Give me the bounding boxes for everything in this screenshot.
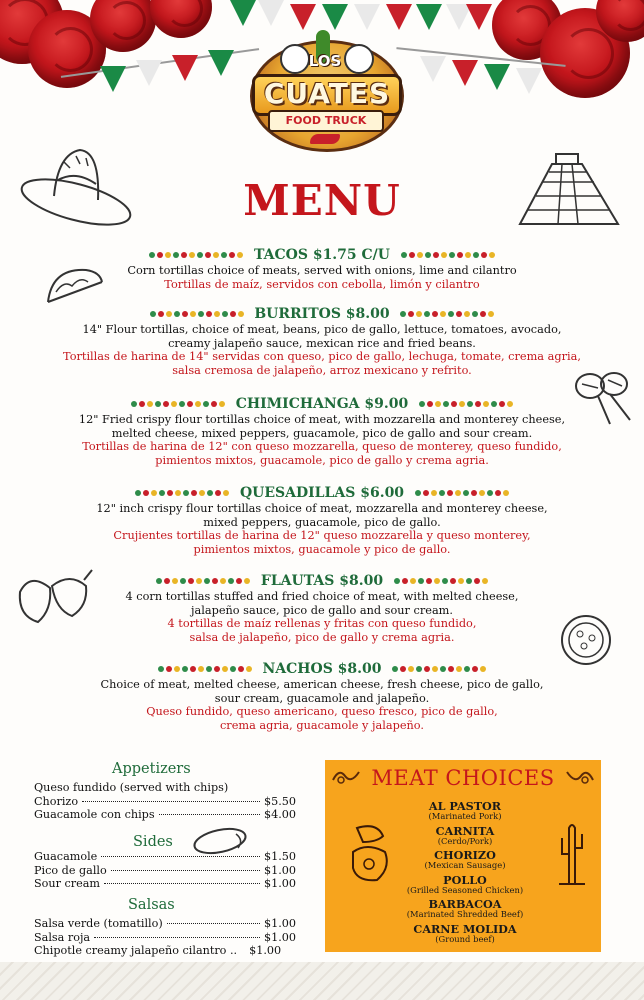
description-spanish: Crujientes tortillas de harina de 12" queso mozzarella y queso monterey, xyxy=(113,529,531,542)
dot-leader xyxy=(94,937,260,938)
meat-name: CARNITA xyxy=(435,823,495,838)
description-english: mixed peppers, guacamole, pico de gallo. xyxy=(203,515,441,529)
bunting-flag xyxy=(420,56,446,82)
bottom-pattern-border xyxy=(0,962,644,1000)
description-english: 12" inch crispy flour tortillas choice of meat, mozzarella and monterey cheese, xyxy=(96,502,548,515)
meat-name: AL PASTOR xyxy=(428,799,502,813)
section-heading-text: NACHOS $8.00 xyxy=(262,661,382,677)
menu-section-flautas xyxy=(40,572,604,644)
description-spanish: Tortillas de maíz, servidos con cebolla, limón y cilantro xyxy=(164,277,480,291)
list-item xyxy=(34,877,296,891)
menu-section-nachos xyxy=(40,660,604,732)
description-spanish: crema agria, guacamole y jalapeño. xyxy=(219,718,424,732)
section-heading xyxy=(40,660,604,678)
meat-choices-list xyxy=(395,800,535,947)
description-english: Corn tortillas choice of meats, served with onions, lime and cilantro xyxy=(127,264,517,277)
appetizers-list xyxy=(34,781,296,822)
dot-leader xyxy=(167,923,260,924)
list-item xyxy=(34,864,296,878)
item-price: $4.00 xyxy=(263,808,296,822)
dot-ornament xyxy=(399,305,495,323)
meat-description: (Marinated Shredded Beef) xyxy=(406,909,524,919)
dot-leader xyxy=(101,856,260,857)
item-name: Chorizo xyxy=(34,794,79,808)
meat-description: (Marinated Pork) xyxy=(428,811,502,821)
menu-section-burritos xyxy=(40,305,604,377)
dot-ornament xyxy=(155,572,251,590)
logo-los-text: LOS xyxy=(308,52,342,70)
dot-leader xyxy=(111,870,260,871)
sides-heading: Sides xyxy=(133,834,173,850)
salsas-list xyxy=(34,917,296,958)
section-heading xyxy=(40,305,604,323)
dot-ornament xyxy=(414,484,510,502)
dot-ornament xyxy=(134,484,230,502)
section-heading-text: QUESADILLAS $6.00 xyxy=(239,485,405,501)
item-name: Guacamole xyxy=(34,850,98,863)
item-price: $1.00 xyxy=(263,863,296,877)
bunting-flag xyxy=(484,64,510,90)
list-item xyxy=(34,795,296,809)
dot-leader xyxy=(104,883,260,884)
item-name: Chipotle creamy jalapeño cilantro .. xyxy=(34,944,238,958)
description-english: 14" Flour tortillas, choice of meat, beans, pico de gallo, lettuce, tomatoes, avocado, xyxy=(82,323,562,336)
section-heading xyxy=(40,395,604,413)
meat-name: BARBACOA xyxy=(428,897,502,911)
dot-ornament xyxy=(393,572,489,590)
bunting-flag xyxy=(230,0,256,26)
bunting-flag xyxy=(354,4,380,30)
section-heading xyxy=(40,484,604,502)
menu-title: MENU xyxy=(243,176,401,225)
bunting-flag xyxy=(136,60,162,86)
logo-cuates-text: CUATES xyxy=(252,74,402,116)
salsas-heading: Salsas xyxy=(128,897,175,913)
dot-leader xyxy=(82,801,260,802)
item-name: Guacamole con chips xyxy=(34,808,155,822)
dot-leader xyxy=(159,814,260,815)
item-price: $1.00 xyxy=(263,877,296,891)
section-heading xyxy=(40,572,604,590)
bunting-flag xyxy=(516,68,542,94)
los-cuates-logo xyxy=(240,30,408,152)
section-heading-text: CHIMICHANGA $9.00 xyxy=(235,396,409,412)
description-english: 12" Fried crispy flour tortillas choice of meat, with mozzarella and monterey cheese, xyxy=(78,413,566,426)
description-spanish: salsa cremosa de jalapeño, arroz mexicano y refrito. xyxy=(172,363,472,377)
rose-icon xyxy=(150,0,212,38)
description-spanish: 4 tortillas de maíz rellenas y fritas con queso fundido, xyxy=(167,617,477,630)
bunting-flag xyxy=(416,4,442,30)
bunting-flag xyxy=(466,4,492,30)
meat-choices-box xyxy=(325,760,601,952)
description-spanish: pimientos mixtos, guacamole y pico de gallo. xyxy=(193,542,451,556)
meat-description: (Ground beef) xyxy=(435,933,495,944)
description-english: Choice of meat, melted cheese, american cheese, fresh cheese, pico de gallo, xyxy=(100,678,544,691)
menu-section-chimichanga xyxy=(40,395,604,467)
dot-ornament xyxy=(400,246,496,264)
item-price: $1.00 xyxy=(263,917,296,930)
bunting-flag xyxy=(322,4,348,30)
item-name: Salsa verde (tomatillo) xyxy=(34,917,163,930)
item-price: $1.50 xyxy=(263,850,296,863)
cactus-icon xyxy=(557,820,587,886)
bunting-flag xyxy=(386,4,412,30)
section-heading xyxy=(40,246,604,264)
bunting-flag xyxy=(208,50,234,76)
description-spanish: Queso fundido, queso americano, queso fresco, pico de gallo, xyxy=(146,705,498,718)
description-spanish: Tortillas de harina de 14" servidas con queso, pico de gallo, lechuga, tomate, crema agria, xyxy=(63,350,581,363)
appetizer-intro: Queso fundido (served with chips) xyxy=(34,781,229,794)
meat-choices-heading: MEAT CHOICES xyxy=(371,766,555,790)
bunting-flag xyxy=(258,0,284,26)
meat-name: CHORIZO xyxy=(434,848,496,862)
meat-description: (Mexican Sausage) xyxy=(424,860,506,870)
bunting-flag xyxy=(172,55,198,81)
item-name: Salsa roja xyxy=(34,930,91,944)
section-heading-text: TACOS $1.75 C/U xyxy=(253,247,390,263)
item-price: $1.00 xyxy=(249,944,282,958)
list-item xyxy=(34,808,296,822)
description-english: 4 corn tortillas stuffed and fried choice of meat, with melted cheese, xyxy=(125,590,519,603)
section-heading-text: BURRITOS $8.00 xyxy=(254,306,390,322)
item-price: $5.50 xyxy=(263,794,296,808)
meat-description: (Grilled Seasoned Chicken) xyxy=(406,884,524,895)
dot-ornament xyxy=(157,660,253,678)
meat-name: CARNE MOLIDA xyxy=(413,921,517,936)
description-spanish: Tortillas de harina de 12" con queso mozzarella, queso de monterey, queso fundido, xyxy=(82,440,562,453)
description-spanish: pimientos mixtos, guacamole, pico de gallo y crema agria. xyxy=(155,453,489,467)
description-english: jalapeño sauce, pico de gallo and sour cream. xyxy=(191,603,453,617)
dot-ornament xyxy=(149,305,245,323)
sides-list xyxy=(34,850,296,891)
description-spanish: salsa de jalapeño, pico de gallo y crema agria. xyxy=(189,630,455,644)
section-heading-text: FLAUTAS $8.00 xyxy=(260,573,384,589)
meat-description: (Cerdo/Pork) xyxy=(437,835,493,846)
menu-section-quesadillas xyxy=(40,484,604,556)
list-item xyxy=(34,850,296,864)
list-item xyxy=(34,931,296,945)
dot-ornament xyxy=(148,246,244,264)
dot-ornament xyxy=(418,395,514,413)
dot-ornament xyxy=(391,660,487,678)
description-english: melted cheese, mixed peppers, guacamole, pico de gallo and sour cream. xyxy=(111,426,533,440)
bunting-flag xyxy=(100,66,126,92)
item-name: Sour cream xyxy=(34,877,101,891)
bunting-flag xyxy=(452,60,478,86)
meat-icon xyxy=(347,822,393,886)
list-item xyxy=(34,917,296,931)
bunting-flag xyxy=(290,4,316,30)
meat-name: POLLO xyxy=(443,872,487,887)
appetizers-heading: Appetizers xyxy=(112,761,191,777)
description-english: sour cream, guacamole and jalapeño. xyxy=(214,691,430,705)
menu-section-tacos xyxy=(40,246,604,291)
item-price: $1.00 xyxy=(263,930,296,944)
item-name: Pico de gallo xyxy=(34,863,107,877)
dot-ornament xyxy=(130,395,226,413)
chili-pepper-icon xyxy=(310,134,340,144)
logo-food-truck-text: FOOD TRUCK xyxy=(268,110,384,132)
description-english: creamy jalapeño sauce, mexican rice and fried beans. xyxy=(168,336,476,350)
list-item xyxy=(34,944,296,958)
